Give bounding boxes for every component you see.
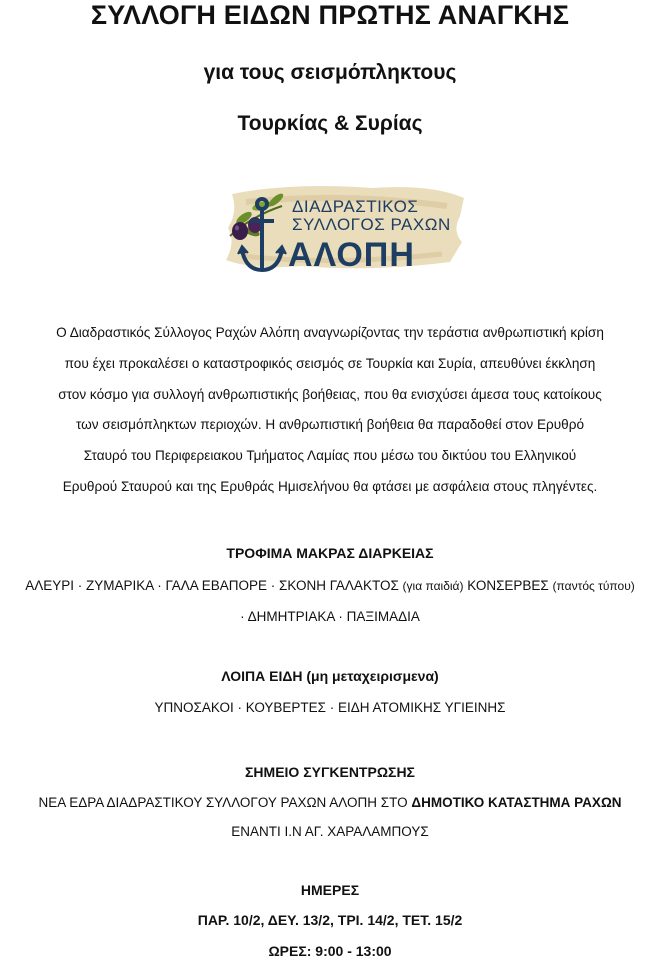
other-items: ΥΠΝΟΣΑΚΟΙ · ΚΟΥΒΕΡΤΕΣ · ΕΙΔΗ ΑΤΟΜΙΚΗΣ ΥΓΙΕΙΝΗΣ	[154, 700, 506, 715]
page-subtitle-countries: Τουρκίας & Συρίας	[237, 112, 423, 135]
food-items-line1	[0, 578, 660, 593]
intro-line: που έχει προκαλέσει ο καταστροφικός σεισμός σε Τουρκία και Συρία, απευθύνει έκκληση	[64, 355, 596, 371]
food-items-text: ΑΛΕΥΡΙ · ΖΥΜΑΡΙΚΑ · ΓΑΛΑ ΕΒΑΠΟΡΕ · ΣΚΟΝΗ ΓΑΛΑΚΤΟΣ	[25, 578, 403, 593]
logo-text-line2: ΣΥΛΛΟΓΟΣ ΡΑΧΩΝ	[292, 215, 451, 234]
collection-point-line2: ΕΝΑΝΤΙ Ι.Ν ΑΓ. ΧΑΡΑΛΑΜΠΟΥΣ	[231, 824, 429, 839]
days-heading: ΗΜΕΡΕΣ	[300, 882, 360, 898]
page-title: ΣΥΛΛΟΓΗ ΕΙΔΩΝ ΠΡΩΤΗΣ ΑΝΑΓΚΗΣ	[90, 0, 570, 30]
collection-point-line1	[0, 795, 660, 810]
days-list: ΠΑΡ. 10/2, ΔΕΥ. 13/2, ΤΡΙ. 14/2, ΤΕΤ. 15/2	[197, 912, 463, 928]
food-items-text: ΚΟΝΣΕΡΒΕΣ	[463, 578, 553, 593]
intro-line: Σταυρό του Περιφερειακου Τμήματος Λαμίας που μέσω του δικτύου του Ελληνικού	[83, 448, 577, 464]
intro-line: Ο Διαδραστικός Σύλλογος Ραχών Αλόπη αναγνωρίζοντας την τεράστια ανθρωπιστική κρίση	[56, 325, 604, 340]
intro-line: Ερυθρού Σταυρού και της Ερυθράς Ημισελήνου θα φτάσει με ασφάλεια στους πληγέντες.	[62, 478, 598, 494]
logo-text-line3: ΑΛΟΠΗ	[288, 236, 415, 274]
collection-point-text: ΝΕΑ ΕΔΡΑ ΔΙΑΔΡΑΣΤΙΚΟΥ ΣΥΛΛΟΓΟΥ ΡΑΧΩΝ ΑΛΟΠΗ ΣΤΟ	[38, 795, 412, 810]
collection-point-venue: ΔΗΜΟΤΙΚΟ ΚΑΤΑΣΤΗΜΑ ΡΑΧΩΝ	[411, 795, 622, 810]
food-items-note: (για παιδιά)	[402, 579, 464, 593]
intro-line: στον κόσμο για συλλογή ανθρωπιστικής βοήθειας, που θα ενισχύσει άμεσα τους κατοίκους	[58, 386, 602, 402]
page-subtitle: για τους σεισμόπληκτους	[203, 61, 457, 84]
other-heading: ΛΟΙΠΑ ΕΙΔΗ (μη μεταχειρισμενα)	[221, 668, 439, 684]
logo-text-line1: ΔΙΑΔΡΑΣΤΙΚΟΣ	[292, 197, 419, 216]
association-logo	[222, 176, 467, 281]
food-items-line2: · ΔΗΜΗΤΡΙΑΚΑ · ΠΑΞΙΜΑΔΙΑ	[240, 609, 420, 624]
collection-point-heading: ΣΗΜΕΙΟ ΣΥΓΚΕΝΤΡΩΣΗΣ	[245, 764, 415, 780]
intro-paragraph	[0, 318, 660, 503]
food-items-note: (παντός τύπου)	[552, 579, 635, 593]
intro-line: των σεισμόπληκτων περιοχών. Η ανθρωπιστική βοήθεια θα παραδοθεί στον Ερυθρό	[75, 417, 585, 433]
food-heading: ΤΡΟΦΙΜΑ ΜΑΚΡΑΣ ΔΙΑΡΚΕΙΑΣ	[226, 545, 434, 561]
hours: ΩΡΕΣ: 9:00 - 13:00	[268, 943, 392, 959]
